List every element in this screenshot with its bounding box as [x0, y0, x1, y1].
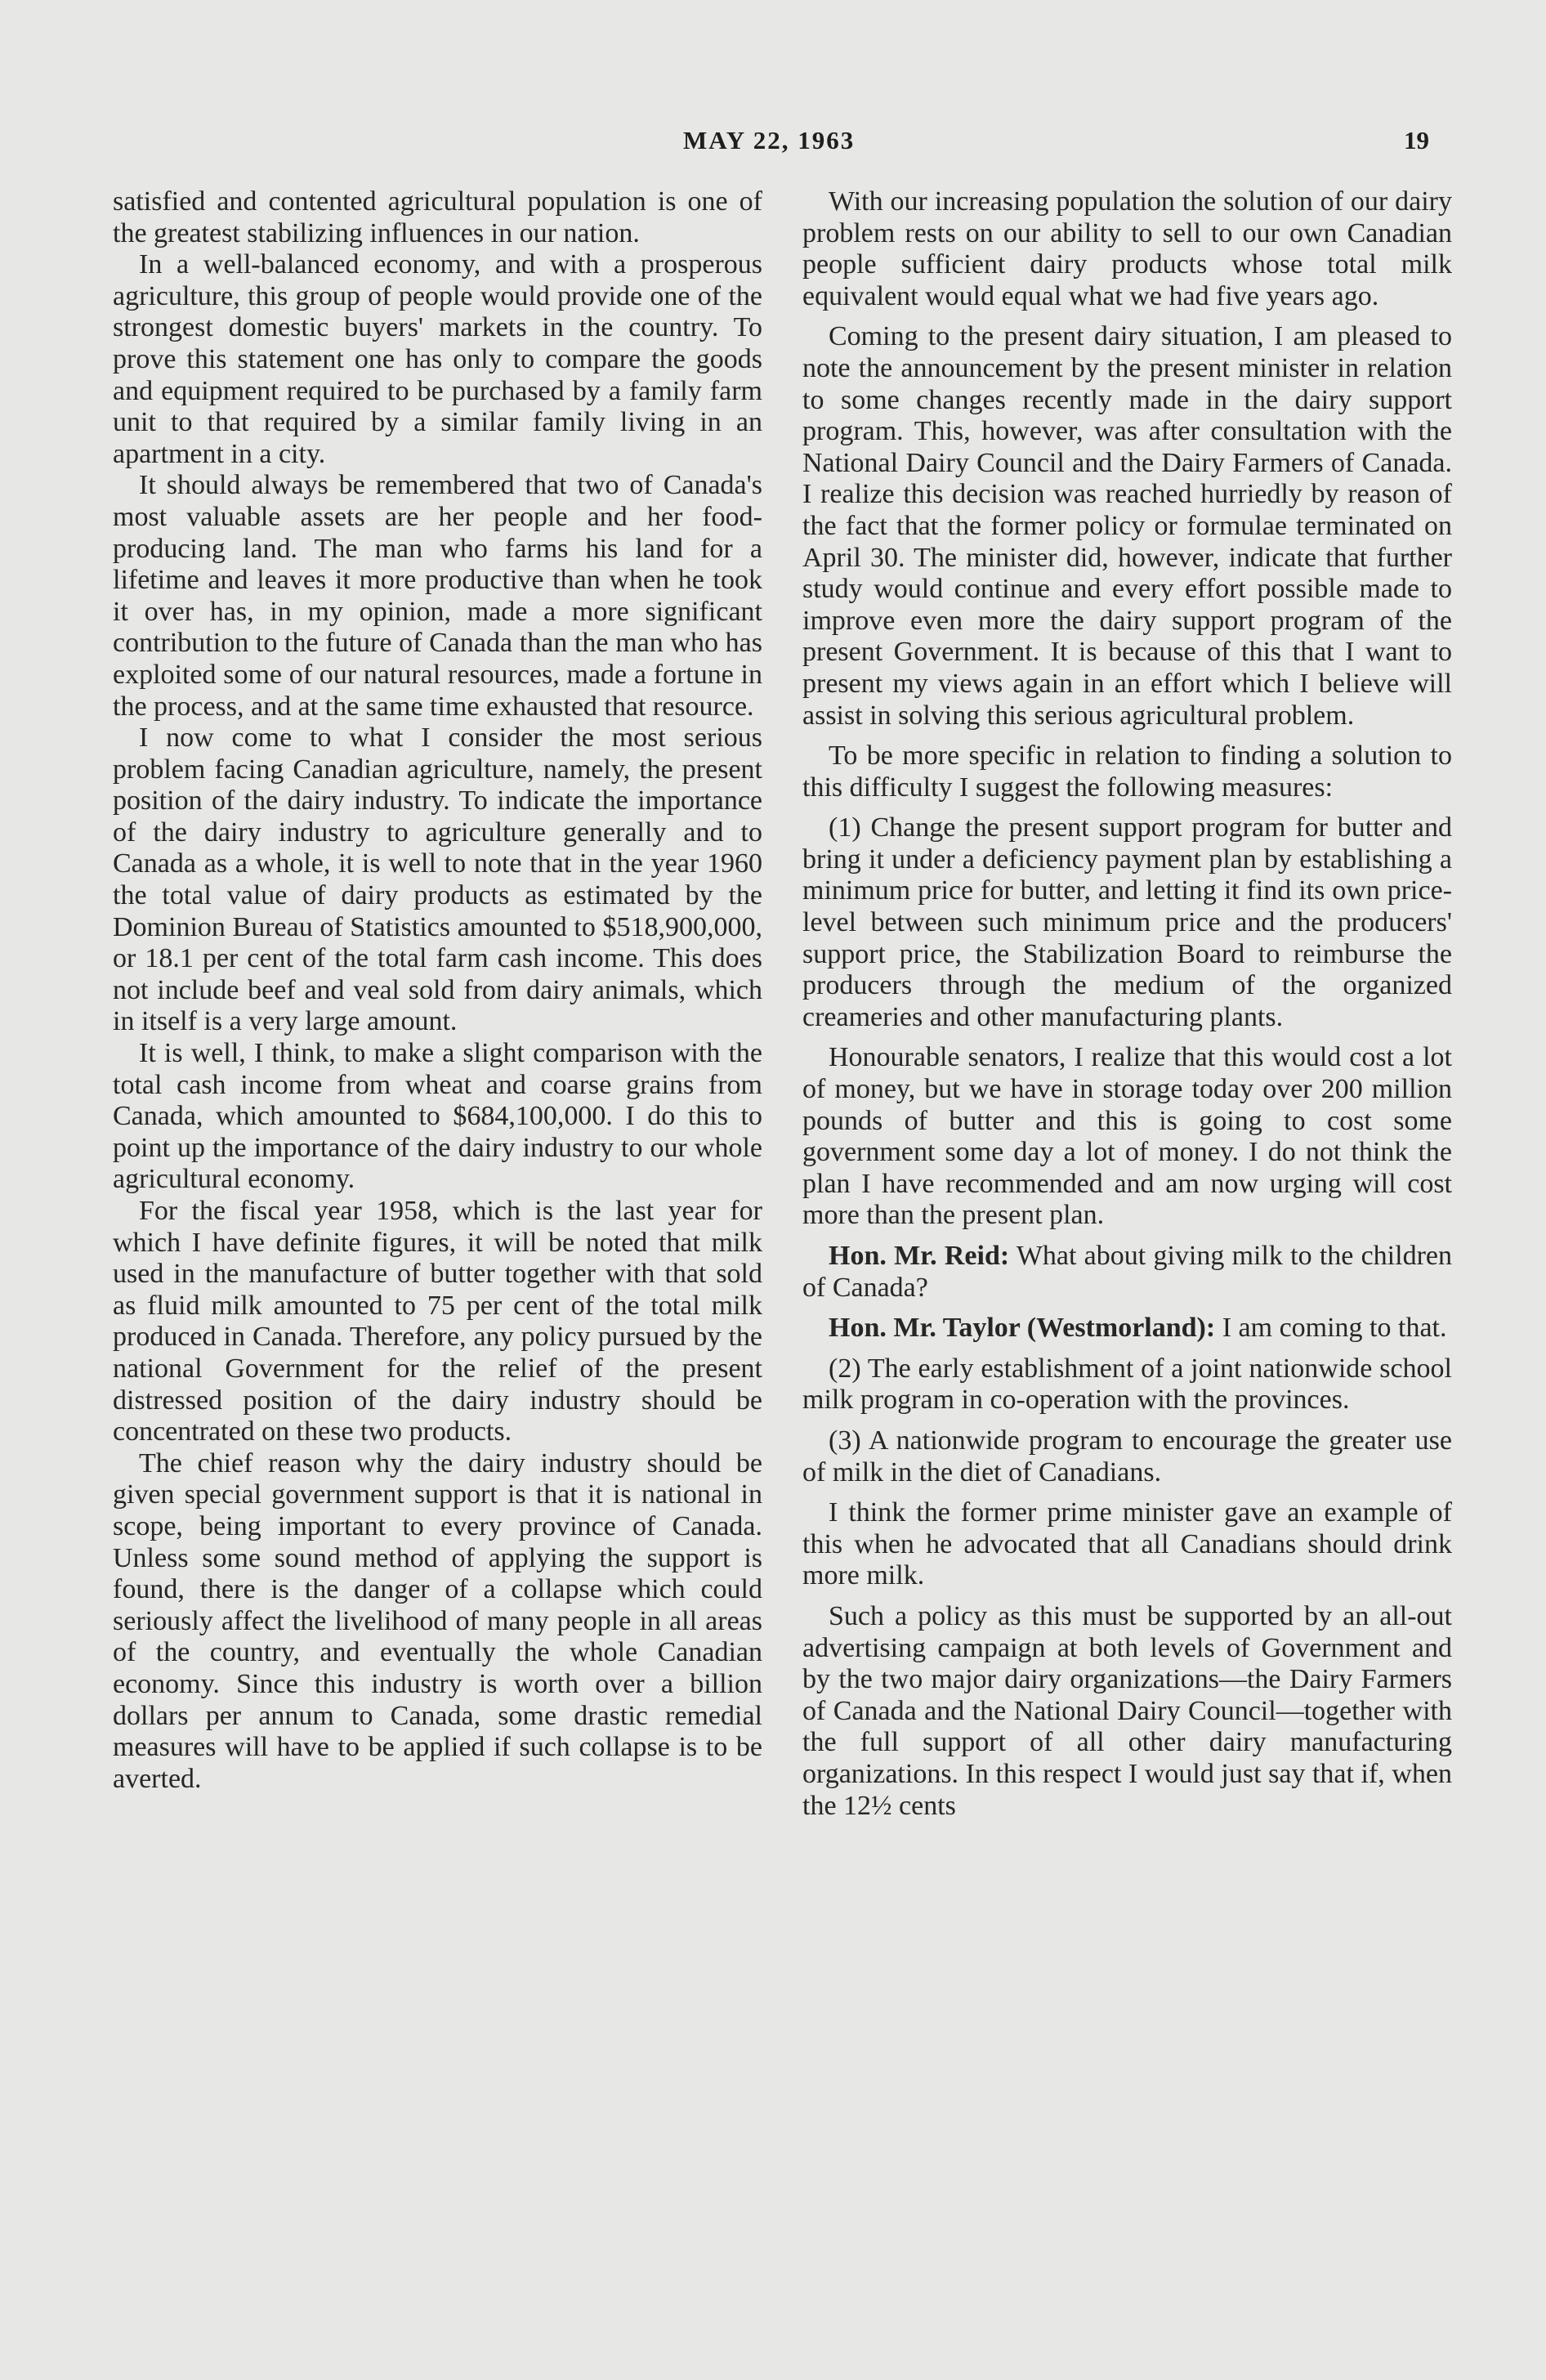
speaker-paragraph	[802, 1313, 1452, 1344]
right-paragraph: (2) The early establishment of a joint nationwide school milk program in co-operation with the provinces.	[802, 1353, 1452, 1416]
left-column	[113, 186, 762, 1795]
left-paragraph: satisfied and contented agricultural population is one of the greatest stabilizing influences in our nation.	[113, 186, 762, 248]
speaker-name: Hon. Mr. Taylor (Westmorland):	[829, 1313, 1216, 1344]
left-paragraph: I now come to what I consider the most serious problem facing Canadian agriculture, namely, the present position of the dairy industry. To indicate the importance of the dairy industry to agriculture generally and to Canada as a whole, it is well to note that in the year 1960 the total value of dairy products as estimated by the Dominion Bureau of Statistics amounted to $518,900,000, or 18.1 per cent of the total farm cash income. This does not include beef and veal sold from dairy animals, which in itself is a very large amount.	[113, 722, 762, 1037]
left-paragraph: In a well-balanced economy, and with a prosperous agriculture, this group of people would provide one of the strongest domestic buyers' markets in the country. To prove this statement one has only to compare the goods and equipment required to be purchased by a family farm unit to that required by a similar family living in an apartment in a city.	[113, 249, 762, 469]
page-date: MAY 22, 1963	[683, 126, 856, 154]
right-paragraph: Such a policy as this must be supported by an all-out advertising campaign at both levels of Government and by the two major dairy organizations—the Dairy Farmers of Canada and the National Dairy Council—together with the full support of all other dairy manufacturing organizations. In this respect I would just say that if, when the 12½ cents	[802, 1600, 1452, 1821]
left-paragraph: It is well, I think, to make a slight comparison with the total cash income from wheat and coarse grains from Canada, which amounted to $684,100,000. I do this to point up the importance of the dairy industry to our whole agricultural economy.	[113, 1038, 762, 1195]
right-paragraph: Coming to the present dairy situation, I am pleased to note the announcement by the present minister in relation to some changes recently made in the dairy support program. This, however, was after consultation with the National Dairy Council and the Dairy Farmers of Canada. I realize this decision was reached hurriedly by reason of the fact that the former policy or formulae terminated on April 30. The minister did, however, indicate that further study would continue and every effort possible made to improve even more the dairy support program of the present Government. It is because of this that I want to present my views again in an effort which I believe will assist in solving this serious agricultural problem.	[802, 321, 1452, 731]
left-paragraph: It should always be remembered that two of Canada's most valuable assets are her people and her food-producing land. The man who farms his land for a lifetime and leaves it more productive than when he took it over has, in my opinion, made a more significant contribution to the future of Canada than the man who has exploited some of our natural resources, made a fortune in the process, and at the same time exhausted that resource.	[113, 470, 762, 722]
left-paragraph: The chief reason why the dairy industry should be given special government support is that it is national in scope, being important to every province of Canada. Unless some sound method of applying the support is found, there is the danger of a collapse which could seriously affect the livelihood of many people in all areas of the country, and eventually the whole Canadian economy. Since this industry is worth over a billion dollars per annum to Canada, some drastic remedial measures will have to be applied if such collapse is to be averted.	[113, 1447, 762, 1794]
right-paragraph: With our increasing population the solution of our dairy problem rests on our ability to sell to our own Canadian people sufficient dairy products whose total milk equivalent would equal what we had five years ago.	[802, 186, 1452, 311]
page-header	[0, 126, 1546, 165]
speaker-text: What about giving milk to the children of Canada?	[802, 1241, 1452, 1303]
speaker-text: I am coming to that.	[1222, 1313, 1447, 1344]
page-number: 19	[1404, 126, 1429, 154]
right-paragraph: To be more specific in relation to finding a solution to this difficulty I suggest the following measures:	[802, 740, 1452, 803]
right-paragraph: I think the former prime minister gave an example of this when he advocated that all Canadians should drink more milk.	[802, 1497, 1452, 1591]
right-paragraph: (3) A nationwide program to encourage the greater use of milk in the diet of Canadians.	[802, 1425, 1452, 1488]
speaker-paragraph	[802, 1241, 1452, 1304]
left-paragraph: For the fiscal year 1958, which is the last year for which I have definite figures, it will be noted that milk used in the manufacture of butter together with that sold as fluid milk amounted to 75 per cent of the total milk produced in Canada. Therefore, any policy pursued by the national Government for the relief of the present distressed position of the dairy industry should be concentrated on these two products.	[113, 1196, 762, 1447]
right-paragraph: (1) Change the present support program for butter and bring it under a deficiency payment plan by establishing a minimum price for butter, and letting it find its own price-level between such minimum price and the producers' support price, the Stabilization Board to reimburse the producers through the medium of the organized creameries and other manufacturing plants.	[802, 812, 1452, 1032]
speaker-name: Hon. Mr. Reid:	[829, 1241, 1010, 1271]
right-column	[802, 186, 1452, 1831]
right-paragraph: Honourable senators, I realize that this would cost a lot of money, but we have in storage today over 200 million pounds of butter and this is going to cost some government some day a lot of money. I do not think the plan I have recommended and am now urging will cost more than the present plan.	[802, 1042, 1452, 1231]
